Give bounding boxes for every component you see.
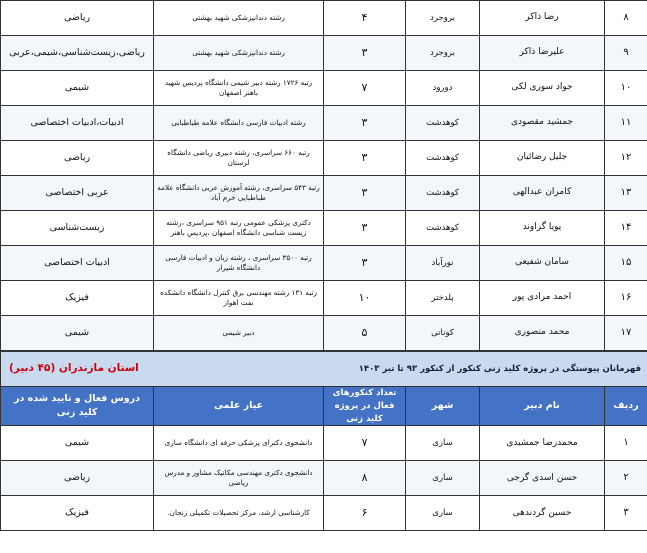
city-cell: بروجرد xyxy=(406,36,480,71)
city-cell: کوهدشت xyxy=(406,141,480,176)
active-lessons-cell: ریاضی xyxy=(1,141,154,176)
scientific-level-cell: رتبه ۳۵۰۰ سراسری ، رشته زبان و ادبیات فارسی دانشگاه شیراز xyxy=(154,246,324,281)
active-lessons-cell: ریاضی xyxy=(1,461,154,496)
active-lessons-cell: ادبیات،ادبیات اختصاصی xyxy=(1,106,154,141)
teacher-name-cell: سامان شفیعی xyxy=(480,246,605,281)
exam-count-cell: ۵ xyxy=(324,316,406,351)
teacher-name-cell: رضا ذاکر xyxy=(480,1,605,36)
exam-count-cell: ۶ xyxy=(324,496,406,531)
province-title: استان مازندران (۴۵ دبیر) xyxy=(9,362,139,375)
scientific-level-cell: رتبه ۱۳۱ رشته مهندسی برق کنترل دانشگاه دانشکده نفت اهواز xyxy=(154,281,324,316)
scientific-level-cell: دبیر شیمی xyxy=(154,316,324,351)
scientific-level-cell: دکتری پزشکی عمومی رتبه ۹۵۱ سراسری ،رشته زیست شناسی دانشگاه اصفهان ،پردیس باهنر xyxy=(154,211,324,246)
table-row xyxy=(1,426,647,461)
teacher-name-cell: حسین گردندهی xyxy=(480,496,605,531)
header-exam-count: تعداد کنکورهای فعال در پروژه کلید زنی xyxy=(324,387,406,426)
active-lessons-cell: ریاضی xyxy=(1,1,154,36)
table-header-row xyxy=(1,387,647,426)
row-number-cell: ۱۲ xyxy=(605,141,647,176)
city-cell: نورآباد xyxy=(406,246,480,281)
active-lessons-cell: فیزیک xyxy=(1,281,154,316)
row-number-cell: ۱۳ xyxy=(605,176,647,211)
table-row xyxy=(1,281,647,316)
exam-count-cell: ۳ xyxy=(324,106,406,141)
active-lessons-cell: فیزیک xyxy=(1,496,154,531)
scientific-level-cell: رتبه ۵۴۳ سراسری، رشته آموزش عربی دانشگاه علامه طباطبایی خرم آباد xyxy=(154,176,324,211)
table-row xyxy=(1,71,647,106)
scientific-level-cell: رشته دندانپزشکی شهید بهشتی xyxy=(154,1,324,36)
exam-count-cell: ۸ xyxy=(324,461,406,496)
table-row xyxy=(1,461,647,496)
header-teacher-name: نام دبیر xyxy=(480,387,605,426)
city-cell: ساری xyxy=(406,426,480,461)
exam-count-cell: ۷ xyxy=(324,71,406,106)
province-band-cell xyxy=(1,352,647,387)
city-cell: دورود xyxy=(406,71,480,106)
active-lessons-cell: شیمی xyxy=(1,426,154,461)
row-number-cell: ۸ xyxy=(605,1,647,36)
row-number-cell: ۱۶ xyxy=(605,281,647,316)
row-number-cell: ۱ xyxy=(605,426,647,461)
city-cell: کوهدشت xyxy=(406,176,480,211)
city-cell: کوهدشت xyxy=(406,106,480,141)
row-number-cell: ۱۰ xyxy=(605,71,647,106)
scientific-level-cell: رتبه ۱۷۲۶ رشته دبیر شیمی دانشگاه پردیس شهید باهنر اصفهان xyxy=(154,71,324,106)
row-number-cell: ۹ xyxy=(605,36,647,71)
row-number-cell: ۳ xyxy=(605,496,647,531)
scientific-level-cell: کارشناسی ارشد، مرکز تحصیلات تکمیلی زنجان. xyxy=(154,496,324,531)
band-title: قهرمانان پیوستگی در پروژه کلید زنی کنکور از کنکور ۹۳ تا تیر ۱۴۰۳ xyxy=(358,363,642,374)
teacher-name-cell: جواد سوری لکی xyxy=(480,71,605,106)
active-lessons-cell: شیمی xyxy=(1,71,154,106)
table-row xyxy=(1,496,647,531)
teacher-name-cell: حسن اسدی گرجی xyxy=(480,461,605,496)
teacher-name-cell: کامران عبدالهی xyxy=(480,176,605,211)
teachers-table-mazandaran xyxy=(0,351,647,531)
active-lessons-cell: ریاضی،زیست‌شناسی،شیمی،عربی xyxy=(1,36,154,71)
active-lessons-cell: شیمی xyxy=(1,316,154,351)
teacher-name-cell: علیرضا ذاکر xyxy=(480,36,605,71)
exam-count-cell: ۷ xyxy=(324,426,406,461)
city-cell: ساری xyxy=(406,496,480,531)
table-row xyxy=(1,106,647,141)
teacher-name-cell: پویا گراوند xyxy=(480,211,605,246)
teacher-name-cell: محمدرضا جمشیدی xyxy=(480,426,605,461)
row-number-cell: ۱۵ xyxy=(605,246,647,281)
exam-count-cell: ۳ xyxy=(324,211,406,246)
teacher-name-cell: جمشید مقصودی xyxy=(480,106,605,141)
row-number-cell: ۱۷ xyxy=(605,316,647,351)
exam-count-cell: ۳ xyxy=(324,176,406,211)
table-row xyxy=(1,316,647,351)
table-row xyxy=(1,36,647,71)
table-row xyxy=(1,246,647,281)
active-lessons-cell: عربی اختصاصی xyxy=(1,176,154,211)
scientific-level-cell: دانشجوی دکتری مهندسی مکانیک مشاور و مدرس ریاضی xyxy=(154,461,324,496)
city-cell: بروجرد xyxy=(406,1,480,36)
exam-count-cell: ۱۰ xyxy=(324,281,406,316)
active-lessons-cell: زیست‌شناسی xyxy=(1,211,154,246)
exam-count-cell: ۳ xyxy=(324,246,406,281)
scientific-level-cell: دانشجوی دکترای پزشکی حرفه ای دانشگاه ساری xyxy=(154,426,324,461)
city-cell: کوناتی xyxy=(406,316,480,351)
table-row xyxy=(1,141,647,176)
header-row-number: ردیف xyxy=(605,387,647,426)
table-row xyxy=(1,176,647,211)
scientific-level-cell: رشته ادبیات فارسی دانشگاه علامه طباطبایی xyxy=(154,106,324,141)
table-row xyxy=(1,211,647,246)
exam-count-cell: ۴ xyxy=(324,1,406,36)
teacher-name-cell: محمد منصوری xyxy=(480,316,605,351)
teacher-name-cell: جلیل رضائیان xyxy=(480,141,605,176)
city-cell: کوهدشت xyxy=(406,211,480,246)
province-band xyxy=(1,352,647,387)
exam-count-cell: ۳ xyxy=(324,141,406,176)
header-city: شهر xyxy=(406,387,480,426)
scientific-level-cell: رتبه ۶۶۰ سراسری، رشته دبیری ریاضی دانشگاه لرستان xyxy=(154,141,324,176)
city-cell: پلدختر xyxy=(406,281,480,316)
row-number-cell: ۱۱ xyxy=(605,106,647,141)
exam-count-cell: ۳ xyxy=(324,36,406,71)
header-scientific-level: عیار علمی xyxy=(154,387,324,426)
row-number-cell: ۲ xyxy=(605,461,647,496)
teacher-name-cell: احمد مرادی پور xyxy=(480,281,605,316)
table-row xyxy=(1,1,647,36)
active-lessons-cell: ادبیات اختصاصی xyxy=(1,246,154,281)
row-number-cell: ۱۴ xyxy=(605,211,647,246)
city-cell: ساری xyxy=(406,461,480,496)
header-active-lessons: دروس فعال و تایید شده در کلید زنی xyxy=(1,387,154,426)
scientific-level-cell: رشته دندانپزشکی شهید بهشتی xyxy=(154,36,324,71)
